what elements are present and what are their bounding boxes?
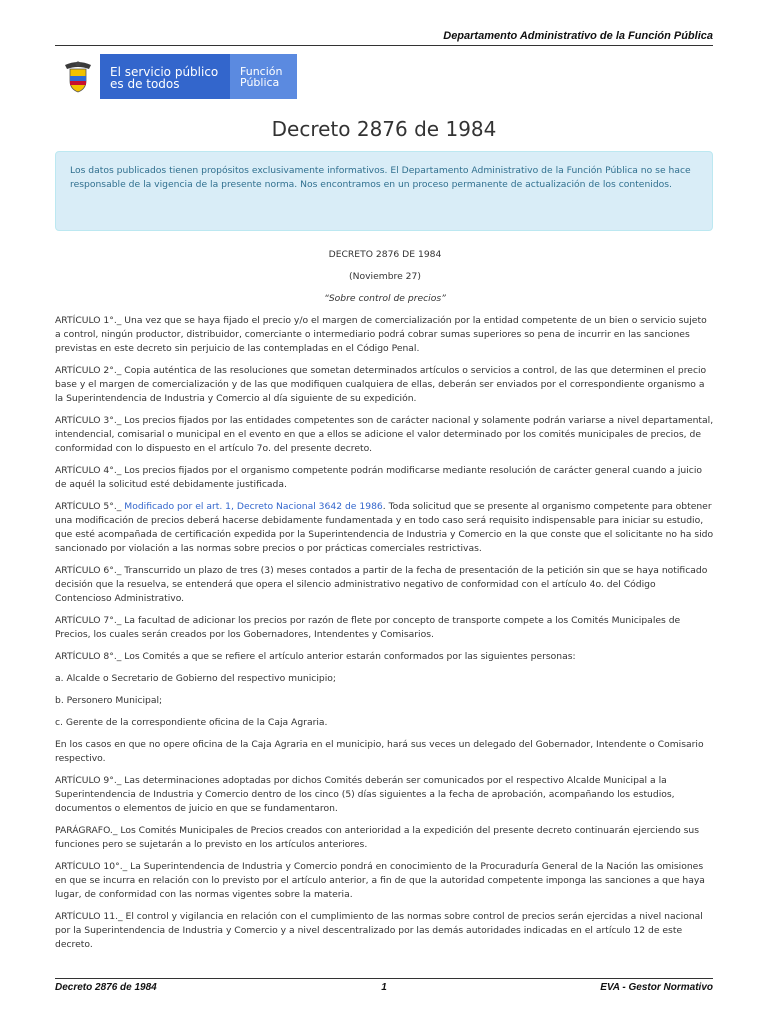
modification-link[interactable]: Modificado por el art. 1, Decreto Nacional 3642 de 1986 <box>124 501 383 512</box>
paragrafo: PARÁGRAFO._ Los Comités Municipales de Precios creados con anterioridad a la expedición del presente decreto continuarán ejerciendo sus funciones pero se sujetarán a lo previsto en los artículos anteriores. <box>55 825 700 850</box>
list-item-c: c. Gerente de la correspondiente oficina de la Caja Agraria. <box>55 717 328 728</box>
decree-heading: DECRETO 2876 DE 1984 <box>328 249 442 260</box>
article-9: ARTÍCULO 9°._ Las determinaciones adoptadas por dichos Comités deberán ser comunicados por el respectivo Alcalde Municipal a la Superintendencia de Industria y Comercio dentro de los cinco (5) días siguientes a la fecha de aprobación, acompañando los estudios, documentos o elementos de juicio en que se fundamentaron. <box>55 775 675 814</box>
footer-document-name: Decreto 2876 de 1984 <box>55 982 157 993</box>
article-8-note: En los casos en que no opere oficina de la Caja Agraria en el municipio, hará sus veces un delegado del Gobernador, Intendente o Comisario respectivo. <box>55 739 704 764</box>
article-10: ARTÍCULO 10°._ La Superintendencia de Industria y Comercio pondrá en conocimiento de la Procuraduría General de la Nación las omisiones en que se incurra en relación con lo previsto por el artículo anterior, a fin de que la autoridad competente imponga las sanciones a que haya lugar, de conformidad con las normas vigentes sobre la materia. <box>55 861 705 900</box>
slogan-line-2: es de todos <box>110 77 180 91</box>
article-1: ARTÍCULO 1°._ Una vez que se haya fijado el precio y/o el margen de comercialización por la entidad competente de un bien o servicio sujeto a control, ningún productor, distribuidor, comerciante o intermediario podrá cobrar sumas superiores so pena de incurrir en las sanciones previstas en este decreto sin perjuicio de las contempladas en el Código Penal. <box>55 315 707 354</box>
article-5-prefix: ARTÍCULO 5°._ <box>55 501 122 512</box>
brand-block <box>230 54 297 99</box>
article-7: ARTÍCULO 7°._ La facultad de adicionar los precios por razón de flete por concepto de transporte compete a los Comités Municipales de Precios, los cuales serán creados por los Gobernadores, Intendentes y Comisarios. <box>55 615 681 640</box>
decree-subject <box>55 292 715 306</box>
article-6: ARTÍCULO 6°._ Transcurrido un plazo de tres (3) meses contados a partir de la fecha de presentación de la petición sin que se haya notificado decisión que la resuelva, se entenderá que opera el silencio administrativo negativo de conformidad con el artículo 4o. del Código Contencioso Administrativo. <box>55 565 708 604</box>
article-11: ARTÍCULO 11._ El control y vigilancia en relación con el cumplimiento de las normas sobre control de precios serán ejercidas a nivel nacional por la Superintendencia de Industria y Comercio y a nivel descentralizado por las demás autoridades indicadas en el artículo 12 de este decreto. <box>55 911 703 950</box>
decree-body <box>55 248 715 960</box>
disclaimer-notice: Los datos publicados tienen propósitos exclusivamente informativos. El Departamento Administrativo de la Función Pública no se hace responsable de la vigencia de la presente norma. Nos encontramos en un proceso permanente de actualización de los contenidos. <box>55 151 713 231</box>
brand-line-2: Pública <box>240 76 280 89</box>
article-4: ARTÍCULO 4°._ Los precios fijados por el organismo competente podrán modificarse mediante resolución de carácter general cuando a juicio de aquél la solicitud esté debidamente justificada. <box>55 465 703 490</box>
decree-date: (Noviembre 27) <box>349 271 421 282</box>
article-8: ARTÍCULO 8°._ Los Comités a que se refiere el artículo anterior estarán conformados por las siguientes personas: <box>55 651 576 662</box>
article-5-text: . Toda solicitud que se presente al organismo competente para obtener una modificación de precios deberá hacerse debidamente fundamentada y en todo caso será requisito indispensable para iniciar su estudio, que esté acompañada de certificación expedida por la Superintendencia de Industria y Comercio en la que conste que el solicitante no ha sido sancionado por violación a las normas sobre precios o por prácticas comerciales restrictivas. <box>55 501 714 554</box>
list-item-a: a. Alcalde o Secretario de Gobierno del respectivo municipio; <box>55 673 337 684</box>
coat-of-arms-icon <box>55 54 100 99</box>
article-2: ARTÍCULO 2°._ Copia auténtica de las resoluciones que sometan determinados artículos o servicios a control, de las que determinen el precio base y el margen de comercialización y de las que modifiquen cualquiera de ellas, deberán ser enviados por el correspondiente organismo a la Superintendencia de Industria y Comercio al día siguiente de su expedición. <box>55 365 707 404</box>
brand-line-1: Función <box>240 65 283 78</box>
page-footer <box>55 978 713 994</box>
article-3: ARTÍCULO 3°._ Los precios fijados por las entidades competentes son de carácter nacional y solamente podrán variarse a nivel departamental, intendencial, comisarial o municipal en el evento en que a ellos se adicione el valor determinado por los comités municipales de precios, de conformidad con lo dispuesto en el artículo 7o. del presente decreto. <box>55 415 714 454</box>
page-title: Decreto 2876 de 1984 <box>271 117 497 141</box>
government-logo <box>55 54 297 99</box>
footer-page-number: 1 <box>381 982 387 993</box>
slogan-block <box>100 54 230 99</box>
department-header: Departamento Administrativo de la Función Pública <box>55 28 713 46</box>
footer-source: EVA - Gestor Normativo <box>600 982 713 993</box>
list-item-b: b. Personero Municipal; <box>55 695 163 706</box>
slogan-line-1: El servicio público <box>110 65 219 79</box>
decree-subject-text: “Sobre control de precios” <box>324 293 446 304</box>
article-5 <box>55 500 715 556</box>
